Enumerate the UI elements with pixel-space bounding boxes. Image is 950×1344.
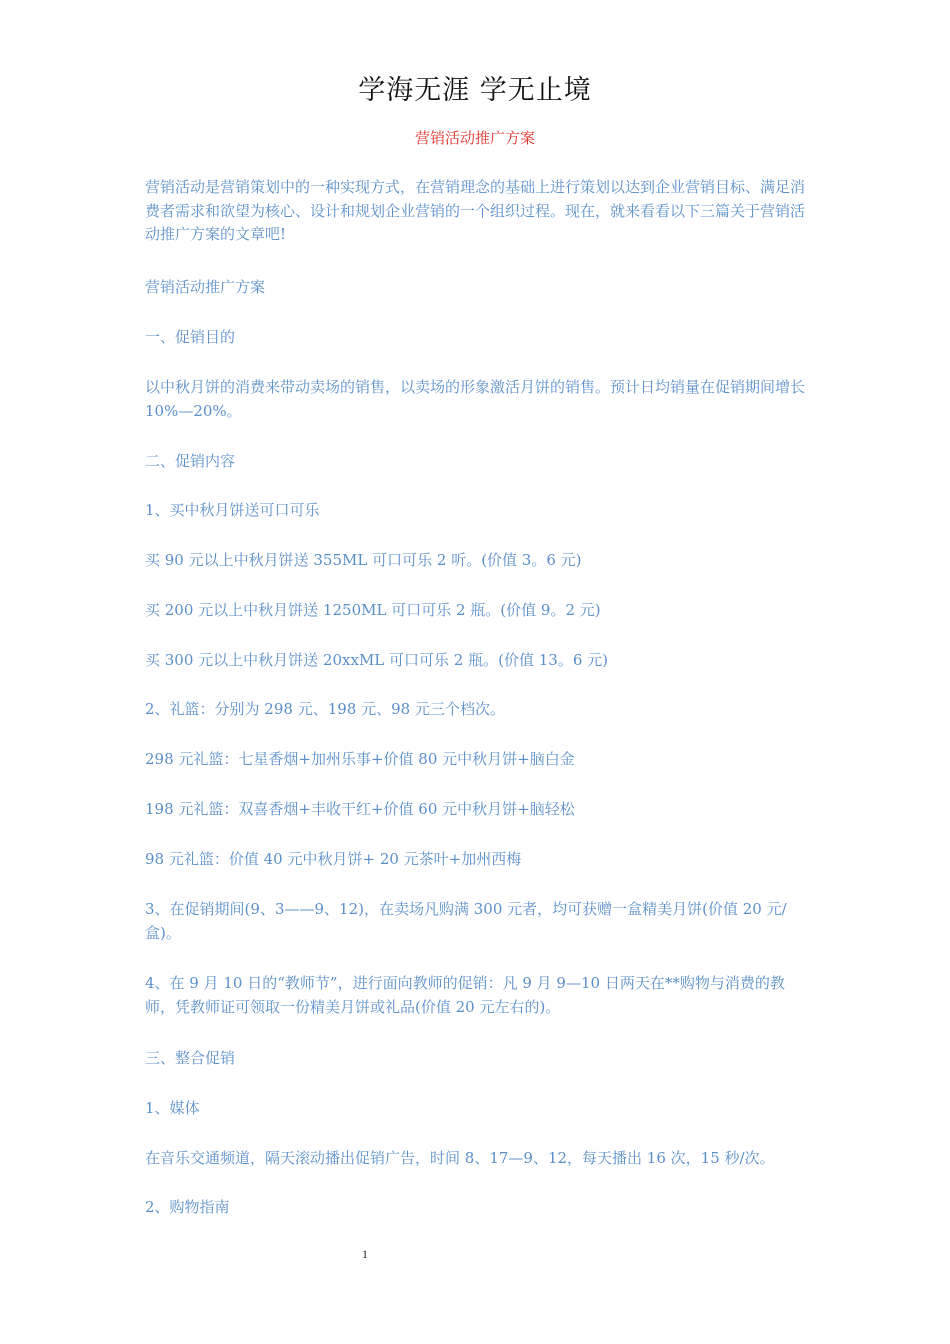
item-gift-basket: 2、礼篮：分别为 298 元、198 元、98 元三个档次。 xyxy=(145,700,505,718)
page-header: 学海无涯 学无止境 xyxy=(358,75,592,106)
line-90-yuan: 买 90 元以上中秋月饼送 355ML 可口可乐 2 听。(价值 3。6 元) xyxy=(145,551,582,569)
page-number: 1 xyxy=(362,1247,368,1261)
item-coke-gift: 1、买中秋月饼送可口可乐 xyxy=(145,501,320,519)
basket-98: 98 元礼篮：价值 40 元中秋月饼+ 20 元茶叶+加州西梅 xyxy=(145,850,522,868)
item-media: 1、媒体 xyxy=(145,1099,200,1117)
heading-promotion-purpose: 一、促销目的 xyxy=(145,328,236,346)
intro-paragraph: 营销活动是营销策划中的一种实现方式，在营销理念的基础上进行策划以达到企业营销目标、满足消费者需求和欲望为核心、设计和规划企业营销的一个组织过程。现在，就来看看以下三篇关于营销活动推广方案的文章吧! xyxy=(145,178,806,243)
line-300-yuan: 买 300 元以上中秋月饼送 20xxML 可口可乐 2 瓶。(价值 13。6 元) xyxy=(145,651,608,669)
document-title: 营销活动推广方案 xyxy=(414,129,535,147)
line-200-yuan: 买 200 元以上中秋月饼送 1250ML 可口可乐 2 瓶。(价值 9。2 元) xyxy=(145,601,601,619)
paragraph-media: 在音乐交通频道，隔天滚动播出促销广告，时间 8、17—9、12，每天播出 16 次，15 秒/次。 xyxy=(145,1149,775,1167)
item-shopping-guide: 2、购物指南 xyxy=(145,1198,230,1216)
heading-promotion-content: 二、促销内容 xyxy=(145,452,236,470)
item-teachers-day: 4、在 9 月 10 日的“教师节”，进行面向教师的促销：凡 9 月 9—10 日两天在**购物与消费的教师，凭教师证可领取一份精美月饼或礼品(价值 20 元左右的)。 xyxy=(145,974,785,1016)
heading-integrated-promotion: 三、整合促销 xyxy=(145,1049,236,1067)
item-purchase-gift: 3、在促销期间(9、3——9、12)，在卖场凡购满 300 元者，均可获赠一盒精美月饼(价值 20 元/盒)。 xyxy=(145,900,787,942)
section-title: 营销活动推广方案 xyxy=(145,278,266,296)
paragraph-purpose: 以中秋月饼的消费来带动卖场的销售，以卖场的形象激活月饼的销售。预计日均销量在促销期间增长 10%—20%。 xyxy=(145,378,806,420)
basket-298: 298 元礼篮：七星香烟+加州乐事+价值 80 元中秋月饼+脑白金 xyxy=(145,750,575,768)
basket-198: 198 元礼篮：双喜香烟+丰收干红+价值 60 元中秋月饼+脑轻松 xyxy=(145,800,575,818)
